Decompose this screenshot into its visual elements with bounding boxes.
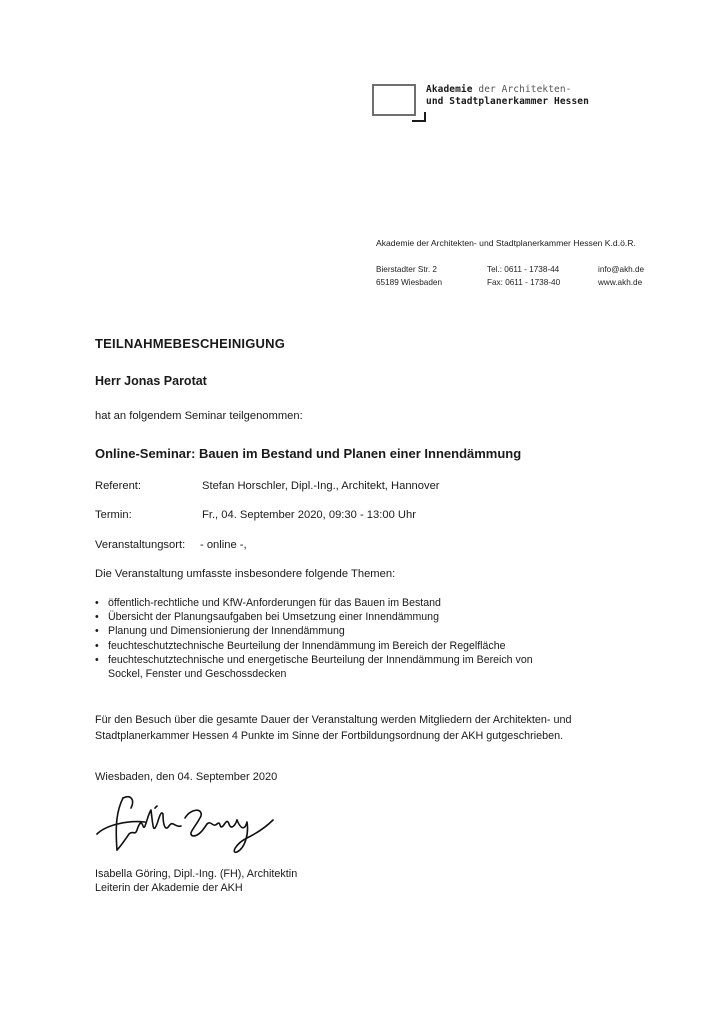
intro-text: hat an folgendem Seminar teilgenommen: — [95, 410, 303, 422]
list-item: • öffentlich-rechtliche und KfW-Anforderungen für das Bauen im Bestand — [95, 596, 533, 610]
signer-block — [95, 867, 297, 895]
place-date: Wiesbaden, den 04. September 2020 — [95, 771, 278, 783]
org-fax: Fax: 0611 - 1738-40 — [487, 278, 561, 287]
signer-title: Leiterin der Akademie der AKH — [95, 882, 243, 894]
logo-corner-mark — [412, 112, 426, 122]
closing-paragraph — [95, 712, 572, 744]
termin-label: Termin: — [95, 509, 132, 521]
location-value: - online -, — [200, 539, 247, 551]
org-city: 65189 Wiesbaden — [376, 278, 443, 287]
location-label: Veranstaltungsort: — [95, 539, 186, 551]
signer-name: Isabella Göring, Dipl.-Ing. (FH), Architektin — [95, 868, 298, 880]
recipient-name: Herr Jonas Parotat — [95, 374, 207, 388]
topics-intro: Die Veranstaltung umfasste insbesondere folgende Themen: — [95, 568, 396, 580]
org-email: info@akh.de — [598, 265, 645, 274]
signature-image — [95, 790, 295, 856]
topics-list — [95, 596, 533, 681]
termin-value: Fr., 04. September 2020, 09:30 - 13:00 Uhr — [202, 509, 416, 521]
list-item: • feuchteschutztechnische und energetische Beurteilung der Innendämmung im Bereich von — [95, 653, 533, 667]
org-tel: Tel.: 0611 - 1738-44 — [487, 265, 560, 274]
logo-line1-bold: Akademie — [426, 84, 473, 95]
closing-line-2: Stadtplanerkammer Hessen 4 Punkte im Sinne der Fortbildungsordnung der AKH gutgeschrieben. — [95, 730, 564, 742]
org-street: Bierstadter Str. 2 — [376, 265, 437, 274]
logo-line2: und Stadtplanerkammer Hessen — [426, 96, 589, 107]
list-item: • Übersicht der Planungsaufgaben bei Umsetzung einer Innendämmung — [95, 610, 533, 624]
list-item-continuation: Sockel, Fenster und Geschossdecken — [108, 668, 287, 681]
list-item: • feuchteschutztechnische Beurteilung der Innendämmung im Bereich der Regelfläche — [95, 639, 533, 653]
referent-label: Referent: — [95, 480, 142, 492]
seminar-title: Online-Seminar: Bauen im Bestand und Planen einer Innendämmung — [95, 446, 522, 461]
logo-frame — [372, 84, 416, 116]
list-item: • Planung und Dimensionierung der Innendämmung — [95, 624, 533, 638]
org-web: www.akh.de — [598, 278, 643, 287]
org-contact-block — [598, 263, 644, 289]
closing-line-1: Für den Besuch über die gesamte Dauer der Veranstaltung werden Mitgliedern der Architekten- und — [95, 714, 572, 726]
org-name: Akademie der Architekten- und Stadtplanerkammer Hessen K.d.ö.R. — [376, 238, 636, 248]
referent-value: Stefan Horschler, Dipl.-Ing., Architekt, Hannover — [202, 480, 440, 492]
page-title: TEILNAHMEBESCHEINIGUNG — [95, 336, 286, 351]
org-phone-block — [487, 263, 560, 289]
logo-wordmark — [426, 84, 589, 108]
logo-line1-rest: der Architekten- — [472, 84, 572, 95]
org-address — [376, 263, 442, 289]
